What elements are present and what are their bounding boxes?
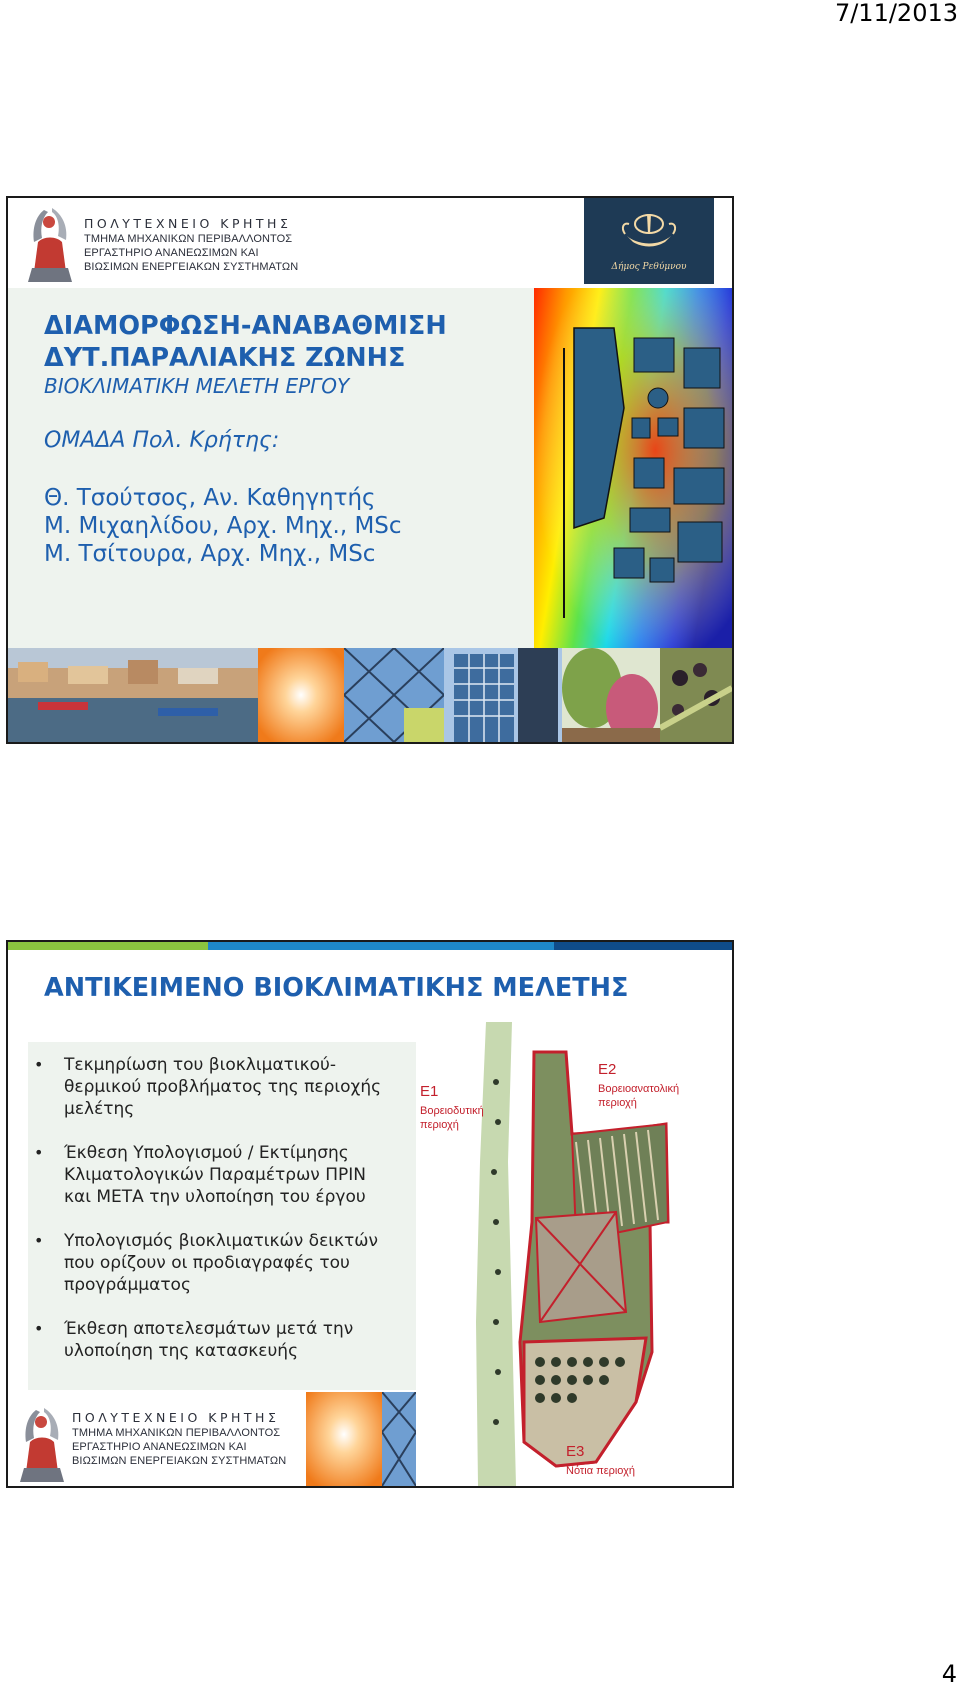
site-plan-image xyxy=(416,1022,732,1486)
logo-line-1: ΠΟΛΥΤΕΧΝΕΙΟ ΚΡΗΤΗΣ xyxy=(72,1410,280,1425)
municipality-name: Δήμος Ρεθύμνου xyxy=(611,262,687,272)
list-item xyxy=(32,1142,404,1208)
harbor-photo xyxy=(8,648,258,742)
title-line-1: ΔΙΑΜΟΡΦΩΣΗ-ΑΝΑΒΑΘΜΙΣΗ xyxy=(44,311,447,341)
greenery-photo xyxy=(562,648,660,742)
slide-objective xyxy=(6,940,734,1488)
logo-line-3: ΕΡΓΑΣΤΗΡΙΟ ΑΝΑΝΕΩΣΙΜΩΝ ΚΑΙ xyxy=(84,247,259,259)
bullet-line: • Έκθεση Υπολογισμού / Εκτίμησης xyxy=(64,1143,349,1163)
slide-heading: ΑΝΤΙΚΕΙΜΕΝΟ ΒΙΟΚΛΙΜΑΤΙΚΗΣ ΜΕΛΕΤΗΣ xyxy=(44,973,629,1003)
bullet-list xyxy=(32,1054,404,1384)
list-item xyxy=(32,1318,404,1362)
team-label: ΟΜΑΔΑ Πολ. Κρήτης: xyxy=(44,428,280,453)
zone-e1-code: Ε1 xyxy=(420,1083,439,1100)
zone-e3-label: Νότια περιοχή xyxy=(566,1465,636,1477)
university-logo xyxy=(18,198,308,286)
glass-facade-photo xyxy=(344,648,444,742)
bullet-line: και ΜΕΤΑ την υλοποίηση του έργου xyxy=(64,1187,366,1207)
municipality-logo xyxy=(584,198,714,284)
slide-title-heading xyxy=(44,310,524,374)
sun-photo xyxy=(258,648,344,742)
winged-figure-icon xyxy=(22,202,78,284)
bullet-line: θερμικού προβλήματος της περιοχής xyxy=(64,1077,382,1097)
subtitle: ΒΙΟΚΛΙΜΑΤΙΚΗ ΜΕΛΕΤΗ ΕΡΓΟΥ xyxy=(44,374,350,398)
team-members xyxy=(44,484,402,568)
sun-photo xyxy=(306,1392,382,1486)
bullet-line: • Υπολογισμός βιοκλιματικών δεικτών xyxy=(64,1231,378,1251)
logo-line-2: ΤΜΗΜΑ ΜΗΧΑΝΙΚΩΝ ΠΕΡΙΒΑΛΛΟΝΤΟΣ xyxy=(72,1427,281,1439)
slide-title xyxy=(6,196,734,744)
bullet-line: • Τεκμηρίωση του βιοκλιματικού- xyxy=(64,1055,337,1075)
zone-e1-label: Βορειοδυτική xyxy=(420,1105,484,1117)
team-member: Θ. Τσούτσος, Αν. Καθηγητής xyxy=(44,485,376,511)
page-number: 4 xyxy=(941,1660,957,1688)
zone-e1-label: περιοχή xyxy=(420,1119,459,1131)
bullet-line: Κλιματολογικών Παραμέτρων ΠΡΙΝ xyxy=(64,1165,366,1185)
list-item xyxy=(32,1054,404,1120)
title-panel xyxy=(8,288,534,648)
zone-e3-code: Ε3 xyxy=(566,1443,585,1460)
logo-line-4: ΒΙΩΣΙΜΩΝ ΕΝΕΡΓΕΙΑΚΩΝ ΣΥΣΤΗΜΑΤΩΝ xyxy=(72,1455,287,1467)
zone-e2-code: Ε2 xyxy=(598,1061,617,1078)
olives-photo xyxy=(660,648,732,742)
logo-line-1: ΠΟΛΥΤΕΧΝΕΙΟ ΚΡΗΤΗΣ xyxy=(84,216,292,231)
winged-figure-icon xyxy=(14,1402,70,1484)
glass-facade-photo xyxy=(382,1392,416,1486)
team-member: Μ. Μιχαηλίδου, Αρχ. Μηχ., MSc xyxy=(44,513,402,539)
ship-emblem-icon xyxy=(617,206,681,256)
photo-strip xyxy=(8,648,732,742)
bullet-line: προγράμματος xyxy=(64,1275,191,1295)
logo-line-3: ΕΡΓΑΣΤΗΡΙΟ ΑΝΑΝΕΩΣΙΜΩΝ ΚΑΙ xyxy=(72,1441,247,1453)
bullet-line: • Έκθεση αποτελεσμάτων μετά την xyxy=(64,1319,354,1339)
page-date: 7/11/2013 xyxy=(834,0,958,27)
logo-line-2: ΤΜΗΜΑ ΜΗΧΑΝΙΚΩΝ ΠΕΡΙΒΑΛΛΟΝΤΟΣ xyxy=(84,233,293,245)
building-photo xyxy=(444,648,562,742)
top-color-bar xyxy=(8,942,732,950)
bullet-line: υλοποίηση της κατασκευής xyxy=(64,1341,299,1361)
bullet-line: μελέτης xyxy=(64,1099,135,1119)
list-item xyxy=(32,1230,404,1296)
thermal-map-image xyxy=(534,288,734,648)
logo-line-4: ΒΙΩΣΙΜΩΝ ΕΝΕΡΓΕΙΑΚΩΝ ΣΥΣΤΗΜΑΤΩΝ xyxy=(84,261,299,273)
zone-e2-label: περιοχή xyxy=(598,1097,637,1109)
team-member: Μ. Τσίτουρα, Αρχ. Μηχ., MSc xyxy=(44,541,376,567)
zone-e2-label: Βορειοανατολική xyxy=(598,1083,680,1095)
bullet-line: που ορίζουν οι προδιαγραφές του xyxy=(64,1253,350,1273)
title-line-2: ΔΥΤ.ΠΑΡΑΛΙΑΚΗΣ ΖΩΝΗΣ xyxy=(44,343,406,373)
